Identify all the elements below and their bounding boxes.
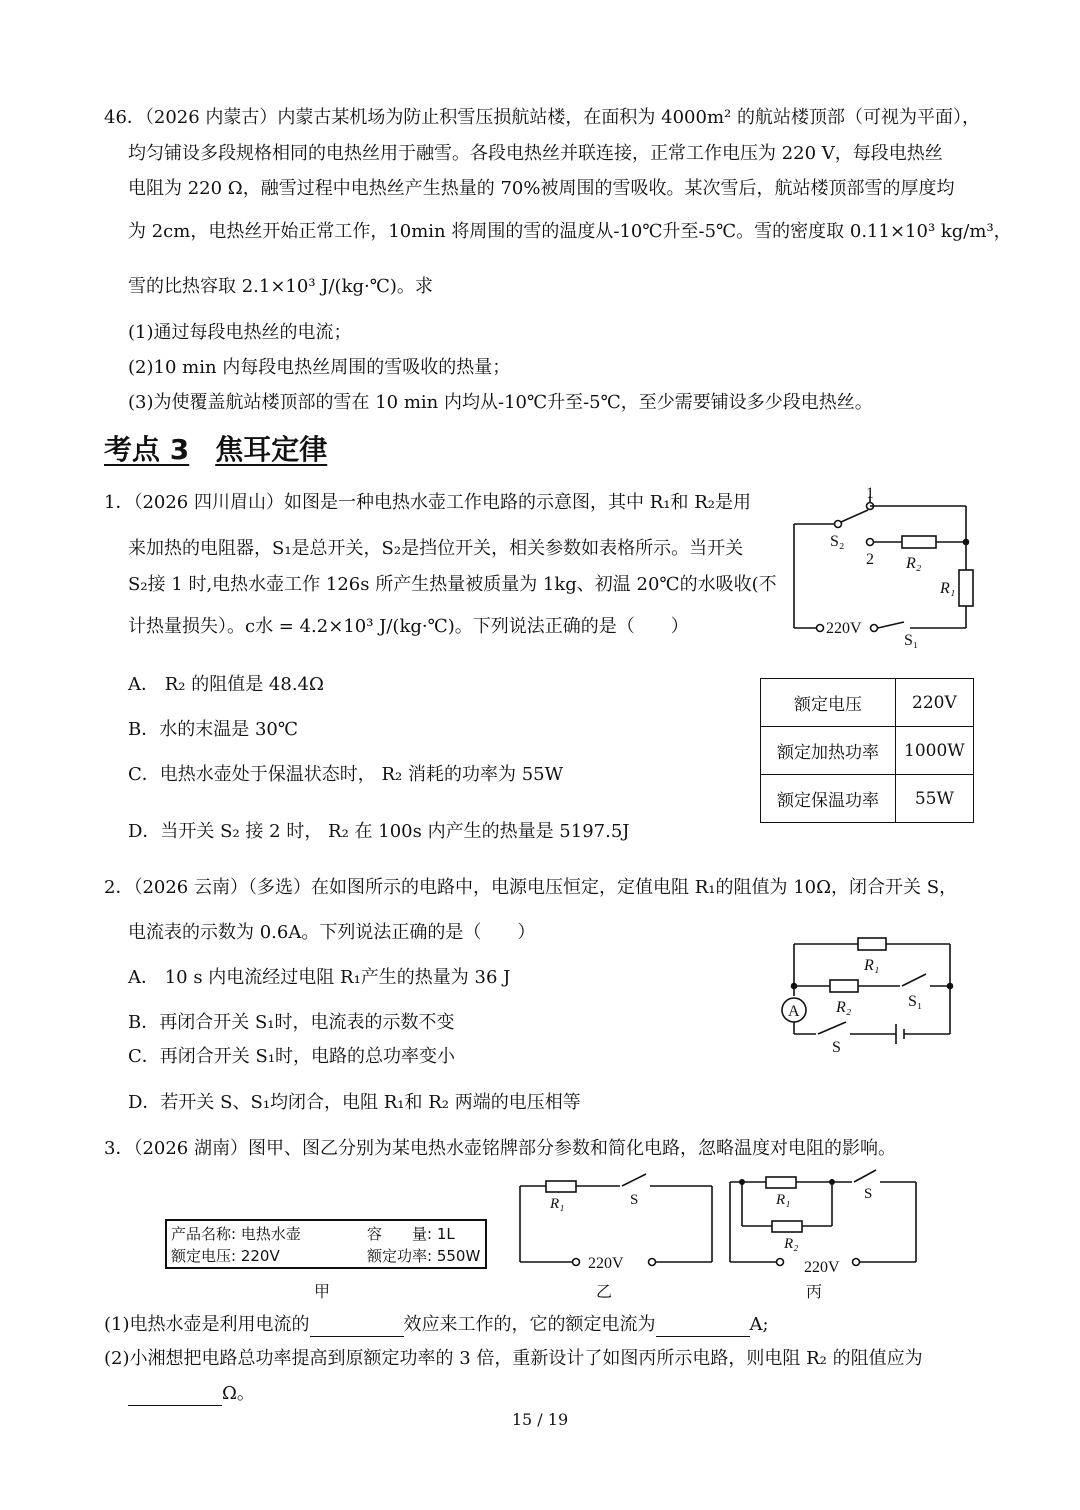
q3-bing-r1-label: R₁ [776,1192,791,1208]
q3-bing-r2-label: R₂ [784,1236,799,1252]
table-key: 额定保温功率 [761,775,896,823]
q1-line-3: S₂接 1 时,电热水壶工作 126s 所产生热量被质量为 1kg、初温 20℃的水吸收(不 [128,574,777,595]
q46-sub-2: (2)10 min 内每段电热丝周围的雪吸收的热量； [128,357,511,378]
q46-sub-1: (1)通过每段电热丝的电流； [128,322,352,343]
q2-r2-label: R₂ [836,999,852,1016]
q1-option-c: C．电热水壶处于保温状态时， R₂ 消耗的功率为 55W [128,764,564,785]
q46-line-3: 电阻为 220 Ω，融雪过程中电热丝产生热量的 70%被周围的雪吸收。某次雪后，航站楼顶部雪的厚度均 [128,178,955,199]
q3-bing-voltage-label: 220V [804,1259,840,1276]
q3-circuit-yi [516,1180,716,1270]
q2-option-b: B．再闭合开关 S₁时，电流表的示数不变 [128,1012,455,1033]
q46-line-1: 46．（2026 内蒙古）内蒙古某机场为防止积雪压损航站楼，在面积为 4000m² 的航站楼顶部（可视为平面）， [104,107,980,128]
table-key: 额定加热功率 [761,727,896,775]
q1-terminal-1-label: 1 [866,485,874,502]
q2-circuit-diagram [780,936,960,1056]
q3-sub1-text-a: (1)电热水壶是利用电流的 [104,1314,310,1335]
answer-blank[interactable] [128,1387,222,1406]
q3-sub-1 [104,1313,769,1337]
plate-capacity: 容 量: 1L [367,1225,455,1243]
q3-sub2-unit: Ω。 [222,1383,255,1404]
caption-yi: 乙 [596,1282,613,1301]
q1-option-a: A． R₂ 的阻值是 48.4Ω [128,674,324,695]
table-row [761,775,974,823]
q3-bing-s-label: S [864,1186,873,1202]
section-title: 焦耳定律 [215,433,328,466]
q1-s2-label: S₂ [830,533,845,550]
q1-terminal-2-label: 2 [866,551,874,568]
ammeter-icon: A [788,1003,800,1020]
q46-line-4: 为 2cm，电热丝开始正常工作，10min 将周围的雪的温度从-10℃升至-5℃。雪的密度取 0.11×10³ kg/m³， [128,221,1012,242]
q2-s-label: S [832,1039,841,1056]
plate-rated-voltage: 额定电压: 220V [171,1247,280,1265]
q3-sub-2-end [128,1382,255,1406]
q3-circuit-bing [726,1180,926,1276]
section-label: 考点 3 [104,433,190,466]
q2-r1-label: R₁ [864,957,880,974]
q3-line-1: 3．（2026 湖南）图甲、图乙分别为某电热水壶铭牌部分参数和简化电路，忽略温度对电阻的影响。 [104,1138,896,1159]
q2-option-a: A． 10 s 内电流经过电阻 R₁产生的热量为 36 J [128,967,511,988]
q2-option-d: D．若开关 S、S₁均闭合，电阻 R₁和 R₂ 两端的电压相等 [128,1092,581,1113]
q1-option-b: B．水的末温是 30℃ [128,719,298,740]
q1-r2-label: R₂ [906,555,922,572]
q1-spec-table [760,678,974,823]
plate-rated-power: 额定功率: 550W [367,1247,481,1265]
section-heading [104,428,353,468]
answer-blank[interactable] [310,1318,404,1337]
q1-voltage-label: 220V [826,620,862,637]
q3-yi-s-label: S [630,1192,639,1208]
q46-line-5: 雪的比热容取 2.1×10³ J/(kg·℃)。求 [128,276,433,297]
q3-sub1-text-b: 效应来工作的，它的额定电流为 [403,1314,656,1335]
q46-sub-3: (3)为使覆盖航站楼顶部的雪在 10 min 内均从-10℃升至-5℃，至少需要铺设多少段电热丝。 [128,392,873,413]
q3-nameplate [165,1219,487,1269]
q3-sub1-text-c: A; [749,1314,769,1335]
q3-yi-r1-label: R₁ [550,1196,565,1212]
q1-s1-label: S₁ [904,632,919,649]
page-number: 15 / 19 [511,1410,569,1429]
q2-line-2: 电流表的示数为 0.6A。下列说法正确的是（ ） [128,922,536,943]
caption-jia: 甲 [314,1282,331,1301]
q1-line-1: 1．（2026 四川眉山）如图是一种电热水壶工作电路的示意图，其中 R₁和 R₂是用 [104,492,751,513]
q1-r1-label: R₁ [940,580,956,597]
q3-yi-voltage-label: 220V [588,1255,624,1272]
plate-product-name: 产品名称: 电热水壶 [171,1225,301,1243]
q1-circuit-diagram [786,482,986,652]
q3-sub-2: (2)小湘想把电路总功率提高到原额定功率的 3 倍，重新设计了如图丙所示电路，则电阻 R₂ 的阻值应为 [104,1348,923,1369]
q2-line-1: 2．（2026 云南）（多选）在如图所示的电路中，电源电压恒定，定值电阻 R₁的阻值为 10Ω，闭合开关 S， [104,877,958,898]
q1-option-d: D．当开关 S₂ 接 2 时， R₂ 在 100s 内产生的热量是 5197.5J [128,821,630,842]
table-value: 220V [896,679,974,727]
table-row [761,727,974,775]
table-row [761,679,974,727]
q1-line-4: 计热量损失）。c水 = 4.2×10³ J/(kg·℃)。下列说法正确的是（ ） [128,616,689,637]
q2-s1-label: S₁ [908,993,923,1010]
q1-line-2: 来加热的电阻器，S₁是总开关，S₂是挡位开关，相关参数如表格所示。当开关 [128,538,744,559]
answer-blank[interactable] [656,1318,750,1337]
q46-line-2: 均匀铺设多段规格相同的电热丝用于融雪。各段电热丝并联连接，正常工作电压为 220 V，每段电热丝 [128,143,943,164]
caption-bing: 丙 [806,1282,823,1301]
table-key: 额定电压 [761,679,896,727]
q2-option-c: C．再闭合开关 S₁时，电路的总功率变小 [128,1046,456,1067]
table-value: 1000W [896,727,974,775]
table-value: 55W [896,775,974,823]
